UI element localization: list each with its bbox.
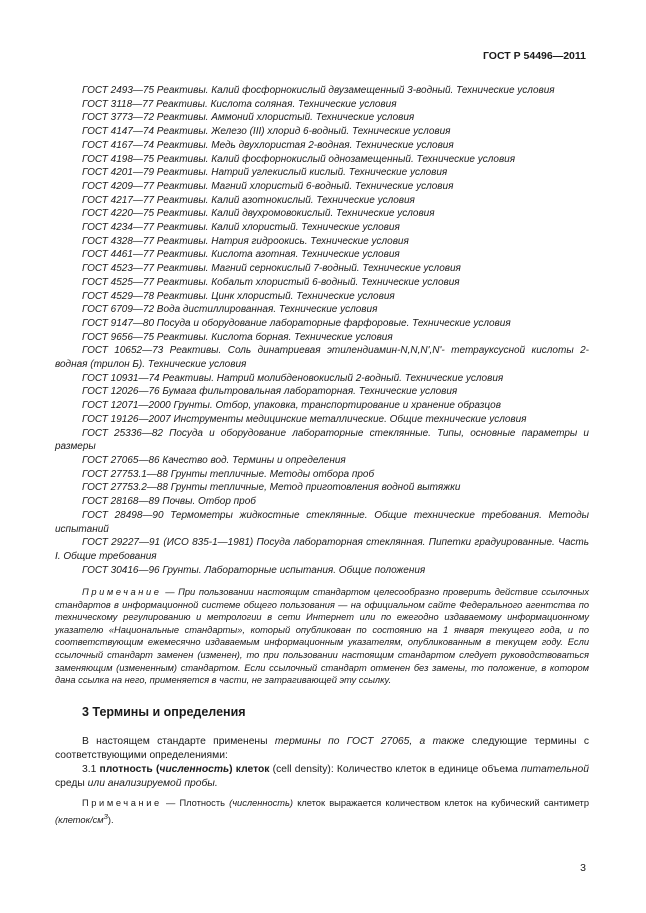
page-number: 3	[580, 862, 586, 874]
reference-item: ГОСТ 4529—78 Реактивы. Цинк хлористый. Технические условия	[82, 290, 395, 302]
reference-item: ГОСТ 9147—80 Посуда и оборудование лабораторные фарфоровые. Технические условия	[82, 317, 511, 329]
reference-item: ГОСТ 28498—90 Термометры жидкостные стеклянные. Общие технические требования. Методы испытаний	[55, 509, 589, 535]
reference-item: ГОСТ 4201—79 Реактивы. Натрий углекислый кислый. Технические условия	[82, 167, 448, 179]
reference-item: ГОСТ 4523—77 Реактивы. Магний сернокислый 7-водный. Технические условия	[82, 263, 461, 275]
intro-paragraph	[55, 735, 589, 763]
term-note: Примечание — Плотность (численность) клеток выражается количеством клеток на кубический сантиметр $(клеток/см^3)$.	[55, 798, 589, 826]
intro-text-end: следующие термины с соответствующими определениями:	[55, 736, 589, 761]
reference-item: ГОСТ 4328—77 Реактивы. Натрия гидроокись. Технические условия	[82, 235, 409, 247]
document-header: ГОСТ Р 54496—2011	[482, 50, 586, 62]
reference-item: ГОСТ 27753.1—88 Грунты тепличные. Методы отбора проб	[82, 468, 375, 480]
reference-item: ГОСТ 6709—72 Вода дистиллированная. Технические условия	[82, 304, 378, 316]
reference-item: ГОСТ 3118—77 Реактивы. Кислота соляная. Технические условия	[82, 98, 397, 110]
reference-item: ГОСТ 27753.2—88 Грунты тепличные, Метод приготовления водной вытяжки	[82, 482, 461, 494]
reference-item: ГОСТ 4234—77 Реактивы. Калий хлористый. Технические условия	[82, 222, 400, 234]
reference-item: ГОСТ 4220—75 Реактивы. Калий двухромовокислый. Технические условия	[82, 208, 435, 220]
reference-item: ГОСТ 4198—75 Реактивы. Калий фосфорнокислый однозамещенный. Технические условия	[82, 153, 516, 165]
reference-item: ГОСТ 25336—82 Посуда и оборудование лабораторные стеклянные. Типы, основные параметры и размеры	[55, 427, 589, 453]
reference-item: ГОСТ 4217—77 Реактивы. Калий азотнокислый. Технические условия	[82, 194, 415, 206]
reference-item: ГОСТ 4209—77 Реактивы. Магний хлористый 6-водный. Технические условия	[82, 180, 454, 192]
note-label: Примечание	[82, 587, 162, 597]
reference-item: ГОСТ 10652—73 Реактивы. Соль динатриевая этилендиамин-N,N,N',N'- тетрауксусной кислоты 2-водная (трилон Б). Технические условия	[55, 345, 589, 371]
reference-item: ГОСТ 10931—74 Реактивы. Натрий молибденовокислый 2-водный. Технические условия	[82, 372, 504, 384]
reference-item: ГОСТ 12026—76 Бумага фильтровальная лабораторная. Технические условия	[82, 386, 458, 398]
reference-item: ГОСТ 3773—72 Реактивы. Аммоний хлористый. Технические условия	[82, 112, 415, 124]
term-definition-text: (cell density): Количество клеток в единице объема	[269, 764, 522, 775]
reference-item: ГОСТ 4167—74 Реактивы. Медь двухлористая 2-водная. Технические условия	[82, 139, 454, 151]
reference-item: ГОСТ 4461—77 Реактивы. Кислота азотная. Технические условия	[82, 249, 400, 261]
term-definition: 3.1 плотность (численность) клеток (cell density): Количество клеток в единице объема питательной среды или анализируемой пробы.	[55, 764, 590, 789]
reference-list	[55, 84, 589, 577]
reference-item: ГОСТ 4525—77 Реактивы. Кобальт хлористый 6-водный. Технические условия	[82, 276, 460, 288]
reference-item: ГОСТ 30416—96 Грунты. Лабораторные испытания. Общие положения	[82, 564, 426, 576]
note-label: Примечание	[82, 798, 162, 808]
reference-item: ГОСТ 12071—2000 Грунты. Отбор, упаковка, транспортирование и хранение образцов	[82, 400, 501, 412]
reference-item: ГОСТ 2493—75 Реактивы. Калий фосфорнокислый двузамещенный 3-водный. Технические условия	[82, 85, 555, 96]
reference-item: ГОСТ 28168—89 Почвы. Отбор проб	[82, 496, 256, 508]
reference-item: ГОСТ 29227—91 (ИСО 835-1—1981) Посуда лабораторная стеклянная. Пипетки градуированные. Часть I. Общие требования	[55, 537, 589, 562]
reference-item: ГОСТ 9656—75 Реактивы. Кислота борная. Технические условия	[82, 331, 393, 343]
note-text: — При пользовании настоящим стандартом целесообразно проверить действие ссылочных стандартов в информационной системе общего пользования — на официальном сайте Федерального агентства по техническому регулированию и метрологии в сети Интернет или по ежегодно издаваемому информационному указателю «Национальные стандарты», который опубликован по состоянию на 1 января текущего года, и по соответствующим ежемесячно издаваемым информационным указателям, опубликованным в текущем году. Если ссылочный стандарт заменен (изменен), то при пользовании настоящим стандартом следует руководствоваться заменяющим (измененным) стандартом. Если ссылочный стандарт отменен без замены, то положение, в котором дана ссылка на него, применяется в части, не затрагивающей эту ссылку.	[55, 587, 589, 686]
intro-text: В настоящем стандарте применены	[82, 736, 275, 747]
section-title: 3 Термины и определения	[82, 705, 246, 719]
reference-item: ГОСТ 19126—2007 Инструменты медицинские металлические. Общие технические условия	[82, 413, 527, 425]
term-name: плотность (численность) клеток	[99, 764, 270, 775]
reference-item: ГОСТ 27065—86 Качество вод. Термины и определения	[82, 454, 346, 466]
intro-reference: термины по ГОСТ 27065, а также	[274, 736, 465, 747]
term-number: 3.1	[82, 764, 100, 775]
references-note	[55, 586, 589, 687]
reference-item: ГОСТ 4147—74 Реактивы. Железо (III) хлорид 6-водный. Технические условия	[82, 126, 451, 138]
